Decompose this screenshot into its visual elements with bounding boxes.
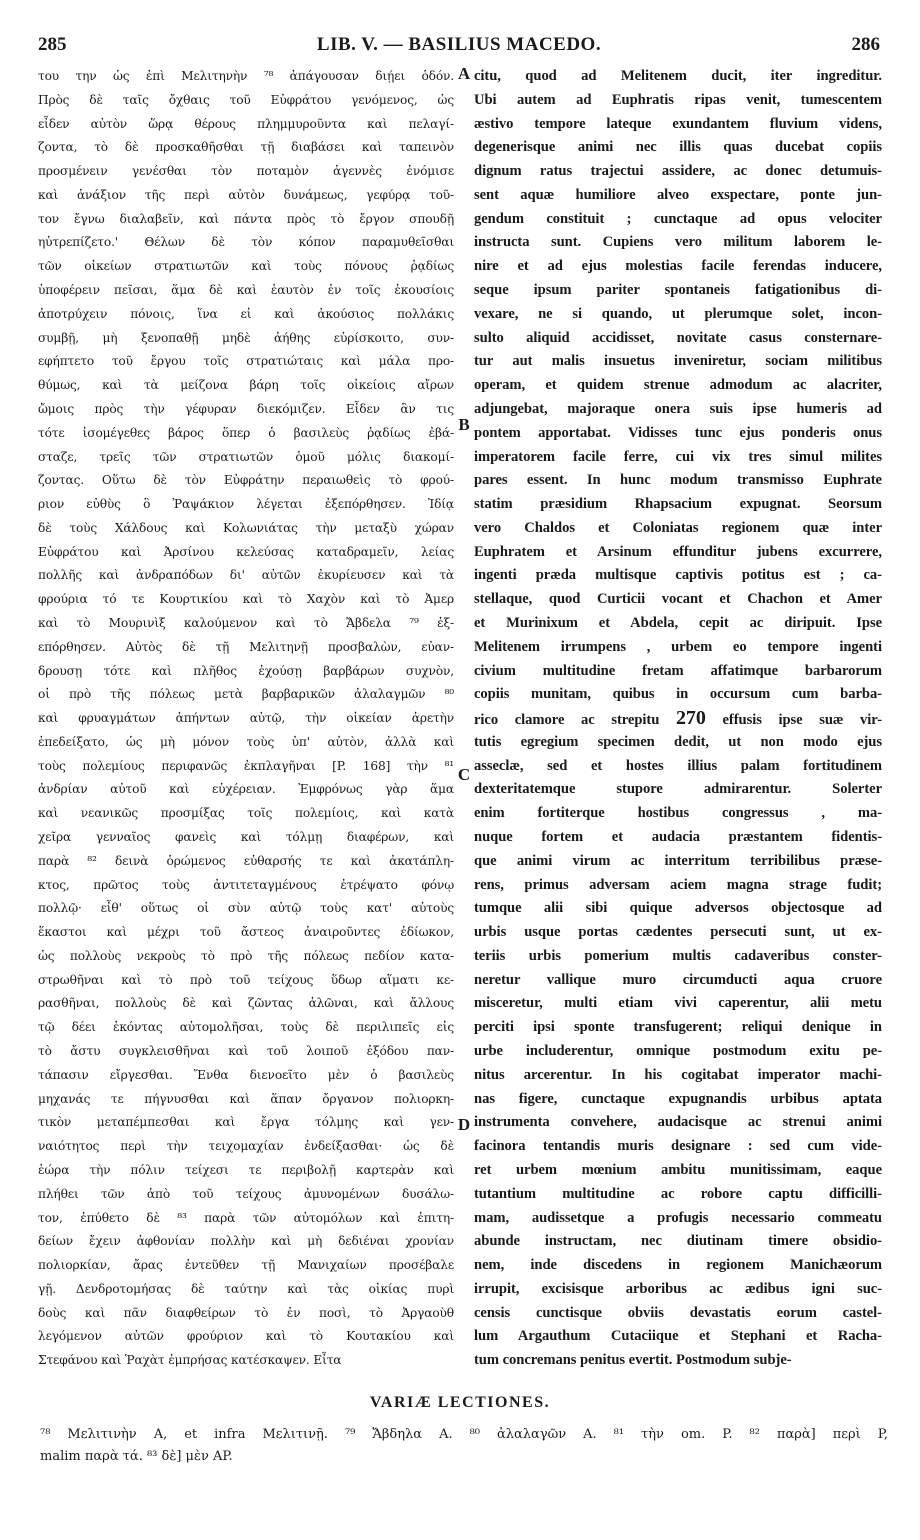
latin-translation-column (474, 66, 882, 1372)
greek-text-line: λεγόμενον αὐτῶν φρούριον καὶ τὸ Κουτακίου καὶ (38, 1329, 454, 1344)
greek-text-line: ηὐτρεπίζετο.' Θέλων δὲ τὸν κόπον παραμυθεῖσθαι (38, 235, 454, 250)
running-header (38, 34, 880, 60)
margin-letter-c: C (457, 765, 471, 784)
note-line: malim παρὰ τά. ⁸³ δὲ] μὲν AP. (40, 1449, 233, 1464)
greek-text-line: Εὐφράτου καὶ Ἀρσίνου κελεύσας καταδραμεῖν, λείας (38, 544, 454, 559)
latin-text-line: Ubi autem ad Euphratis ripas venit, tumescentem (474, 91, 882, 108)
greek-text-line: τότε ἰσομέγεθες βάρος ὅπερ ὁ βασιλεὺς ῥᾳδίως ἐβά- (38, 425, 454, 440)
greek-text-line: καὶ νεανικῶς προσμίξας τοῖς πολεμίοις, καὶ κατὰ (38, 806, 454, 821)
greek-text-line: πολλῷ· εἶθ' οὕτως οἱ σὺν αὐτῷ τοὺς κατ' αὐτοὺς (38, 901, 454, 916)
greek-text-line: ὡς πολλοὺς νεκροὺς τὸ πρὸ τῆς πόλεως πεδίον κατα- (38, 948, 454, 963)
greek-text-line: Στεφάνου καὶ Ῥαχὰτ ἐμπρήσας κατέσκαψεν. Εἶτα (38, 1353, 342, 1368)
greek-text-line: τικὸν μεταπέμπεσθαι καὶ ἔργα τόλμης καὶ γεν- (38, 1115, 454, 1130)
latin-text-line: copiis munitam, quibus in occursum cum barba- (474, 686, 882, 703)
marginal-page-number: 270 (675, 708, 706, 730)
greek-text-line: θύμως, καὶ τὰ μείζονα βάρη τοῖς οἰκείοις αἴρων (38, 378, 454, 393)
running-title: LIB. V. — BASILIUS MACEDO. (316, 34, 602, 55)
greek-text-line: πλήθει τῶν ἀπὸ τοῦ τείχους ἀμυνομένων δυσάλω- (38, 1186, 454, 1201)
latin-text-line: misceretur, multi etiam vivi caperentur, alii metu (474, 995, 882, 1012)
greek-text-line: συμβῇ, μὴ ξενοπαθῇ μηδὲ ἀήθης εὑρίσκοιτο, συν- (38, 330, 454, 345)
latin-text-line: Melitenem irrumpens , urbem eo tempore ingenti (474, 638, 882, 655)
latin-text-line: que animi virum ac interritum terribilibus præse- (474, 852, 882, 869)
greek-text-line: πολλῆς καὶ ἀνδραπόδων δι' αὐτῶν ἐκυρίευσεν καὶ τὰ (38, 568, 454, 583)
latin-text-line: tumque alii sibi quique adversos objectosque ad (474, 900, 882, 917)
greek-text-line: τῷ δέει ἑκόντας αὐτομολῆσαι, τοὺς δὲ περιλιπεῖς εἰς (38, 1020, 454, 1035)
greek-text-line: καὶ ἀνάξιον τῆς περὶ αὐτὸν δυνάμεως, γεφύρᾳ τοῦ- (38, 187, 454, 202)
latin-text-line: adjungebat, majoraque onera suis ipse humeris ad (474, 400, 882, 417)
latin-text-line: seque ipsum pariter spontaneis fatigationibus di- (474, 282, 882, 299)
latin-text-line: nas figere, cunctaque expugnandis urbibus aptata (474, 1090, 882, 1107)
greek-text-line: ἐπεδείξατο, ὡς μὴ μόνον τοὺς ὑπ' αὐτὸν, ἀλλὰ καὶ (38, 734, 454, 749)
greek-text-line: μηχανάς τε πήγνυσθαι καὶ ἅπαν ὄργανον πολιορκη- (38, 1091, 454, 1106)
greek-text-line: οἱ πρὸ τῆς πόλεως μετὰ βαρβαρικῶν ἀλαλαγμῶν ⁸⁰ (38, 687, 454, 702)
latin-text-line: rens, primus adversam aciem magna strage fudit; (474, 876, 882, 893)
greek-text-line: επόρθησεν. Αὐτὸς δὲ τῇ Μελιτηνῇ προσβαλὼν, εὐαν- (38, 639, 454, 654)
greek-text-line: ἀποτρύχειν πόνοις, ἵνα εἰ καὶ ἀκούσιος πολλάκις (38, 306, 454, 321)
greek-text-line: χεῖρα γενναῖος φανεὶς καὶ τόλμῃ διαφέρων, καὶ (38, 830, 454, 844)
greek-text-line: Πρὸς δὲ ταῖς ὄχθαις τοῦ Εὐφράτου γενόμενος, ὡς (38, 92, 454, 107)
variae-lectiones-heading: VARIÆ LECTIONES. (369, 1394, 551, 1411)
latin-text-line: nuque fortem et audacia præstantem fidentis- (474, 829, 882, 845)
greek-text-line: καὶ τὸ Μουρινὶξ καλούμενον καὶ τὸ Ἄβδελα ⁷⁹ ἐξ- (38, 615, 454, 630)
latin-text-line: neretur vallique muro circumducti aqua cruore (474, 971, 882, 988)
greek-text-line: ναιότητος περὶ τὴν τειχομαχίαν ἐνδείξασθαι· ὡς δὲ (38, 1139, 454, 1154)
greek-text-line: ἕκαστοι καὶ μέχρι τοῦ ἄστεος ἀναιροῦντες ἐδίωκον, (38, 925, 454, 940)
latin-text-line: pares essent. In hunc modum transmisso Euphrate (474, 472, 882, 489)
latin-text-line: dignum ratus trajectui assidere, ac donec detumuis- (474, 163, 882, 180)
latin-text-line: urbis usque portas cædentes persecuti sunt, ut ex- (474, 924, 882, 941)
greek-text-line: φρούρια τό τε Κουρτικίου καὶ τὸ Χαχὸν καὶ τὸ Ἀμερ (38, 592, 454, 607)
latin-text-line: tutis egregium specimen dedit, ut non modo ejus (474, 733, 882, 750)
latin-text-line: vero Chaldos et Coloniatas regionem quæ inter (474, 519, 882, 536)
latin-text-line-segment: effusis ipse suæ vir- (705, 712, 882, 729)
greek-text-line: του την ὡς ἐπὶ Μελιτηνὴν ⁷⁸ ἀπάγουσαν διῄει ὁδόν. (38, 69, 454, 83)
margin-letter-d: D (457, 1115, 471, 1134)
latin-text-line: facinora tentandis muris designare : sed cum vide- (474, 1138, 882, 1155)
latin-text-line: lum Argauthum Cutaciique et Stephani et Racha- (474, 1328, 882, 1345)
greek-text-line: παρὰ ⁸² δεινὰ ὁρώμενος εὐθαρσής τε καὶ ἀκατάπλη- (38, 853, 454, 868)
latin-text-line: pontem apportabat. Vidisses tunc ejus ponderis onus (474, 424, 882, 441)
margin-letter-a: A (457, 64, 471, 83)
greek-text-line: ὑποφέρειν πεῖσαι, ἅμα δὲ καὶ ἑαυτὸν ἐν τοῖς ἑκουσίοις (38, 283, 454, 298)
page-number-right: 286 (851, 34, 880, 55)
latin-text-line: urbe includerentur, omnique postmodum exitu pe- (474, 1043, 882, 1060)
latin-text-line: vexare, ne si quando, ut plerumque solet, incon- (474, 305, 882, 322)
latin-text-line: tum concremans penitus evertit. Postmodum subje- (474, 1352, 792, 1369)
note-line: ⁷⁸ Μελιτινὴν A, et infra Μελιτινῇ. ⁷⁹ Ἄβδηλα A. ⁸⁰ ἀλαλαγῶν A. ⁸¹ τὴν om. P. ⁸² παρὰ] περὶ P, (40, 1427, 888, 1442)
greek-text-line: ἀνδρίαν αὐτοῦ καὶ εὐχέρειαν. Ἐμφρόνως γὰρ ἅμα (38, 782, 454, 797)
latin-text-line: tur aut malis insuetus inveniretur, sociam militibus (474, 353, 882, 370)
latin-text-line-segment: rico clamore ac strepitu (474, 712, 676, 729)
latin-text-line: æstivo tempore lateque exundantem fluvium videns, (474, 115, 882, 132)
latin-text-line: nem, inde discedens in regionem Manichæorum (474, 1257, 882, 1274)
latin-text-line: et Murinixum et Abdela, cepit ac diripuit. Ipse (474, 614, 882, 631)
latin-text-line: censis cunctisque obviis devastatis eorum castel- (474, 1304, 882, 1321)
latin-text-line: teriis urbis pomerium multis cadaveribus conster- (474, 947, 882, 964)
greek-text-line: ἑώρα τὴν πόλιν τείχεσι τε περιβολῇ καρτερὰν καὶ (38, 1162, 454, 1177)
greek-text-line: ὤμοις πρὸς τὴν γέφυραν διεκόμιζεν. Εἶδεν ἂν τις (38, 401, 454, 416)
greek-text-line: γῇ. Δενδροτομήσας δὲ ταύτην καὶ τὰς οἰκίας πυρὶ (38, 1281, 454, 1296)
greek-text-line: στρωθῆναι καὶ τὸ πρὸ τοῦ τείχους ὕδωρ αἵματι κε- (38, 972, 454, 987)
latin-text-line: enim fortiterque hostibus congressus , ma- (474, 805, 882, 822)
page-number-left: 285 (38, 34, 67, 55)
latin-text-line: tutantium multitudine ac robore captu difficilli- (474, 1185, 882, 1202)
latin-text-line: abunde instructam, nec diutinam timere obsidio- (474, 1233, 882, 1250)
latin-text-line: sulto aliquid accidisset, novitate casus consternare- (474, 329, 882, 346)
greek-text-line: εἶδεν αὐτὸν ὥρᾳ θέρους πλημμυροῦντα καὶ πελαγί- (38, 116, 454, 131)
latin-text-line (474, 708, 882, 729)
latin-text-line: ingenti præda multisque captivis potitus est ; ca- (474, 567, 882, 584)
greek-text-line: τοὺς πολεμίους περιφανῶς ἐκπλαγῆναι [P. 168] τὴν ⁸¹ (38, 758, 454, 773)
latin-text-line: civium multitudine fretam affatimque barbarorum (474, 662, 882, 679)
greek-text-line: καὶ φρυαγμάτων ἀπήντων αὐτῷ, τὴν οἰκείαν ἀρετὴν (38, 711, 454, 726)
latin-text-line: instructa sunt. Cupiens vero militum laborem le- (474, 234, 882, 251)
latin-text-line: statim præsidium Rhapsacium expugnat. Seorsum (474, 496, 882, 513)
latin-text-line: gendum constituit ; cunctaque ad opus velociter (474, 210, 882, 227)
greek-text-line: δὲ τοὺς Χάλδους καὶ Κολωνιάτας τὴν μεταξὺ χώραν (38, 520, 454, 535)
variant-readings-notes (40, 1424, 888, 1468)
margin-letter-b: B (458, 415, 470, 434)
greek-text-line: δρουσῃ τότε καὶ πλῆθος ἐχούσῃ βαρβάρων συχνὸν, (38, 663, 454, 678)
greek-text-line: ζοντα, τὸ δὲ προσκαθῆσθαι τῇ διαβάσει καὶ ταπεινὸν (38, 140, 454, 155)
greek-text-line: τῶν οἰκείων στρατιωτῶν καὶ τοὺς πόνους ῥᾳδίως (38, 259, 454, 274)
greek-text-line: δείων ἔχειν ἀφθονίαν πολλὴν καὶ μὴ δεδιέναι χρονίαν (38, 1234, 454, 1249)
greek-text-column (38, 66, 454, 1372)
latin-text-line: ret urbem mœnium ambitu munitissimam, eaque (474, 1161, 882, 1178)
latin-text-line: Euphratem et Arsinum effunditur jubens excurrere, (474, 543, 882, 560)
greek-text-line: τον ἔγνω διαλαβεῖν, καὶ πάντα πρὸς τὸ ἔργον σπουδῇ (38, 211, 454, 226)
latin-text-line: asseclæ, sed et hostes illius palam fortitudinem (474, 757, 882, 774)
latin-text-line: instrumenta convehere, audacisque ac strenui animi (474, 1114, 882, 1131)
latin-text-line: imperatorem facile ferre, cui vix tres simul milites (474, 448, 882, 465)
latin-text-line: mam, audissetque a profugis necessario commeatu (474, 1209, 882, 1226)
greek-text-line: πολιορκίαν, ἄρας ἐντεῦθεν τῇ Μανιχαίων προσέβαλε (38, 1258, 454, 1273)
latin-text-line: nire et ad ejus molestias facile ferendas inducere, (474, 258, 882, 275)
greek-text-line: ζοντας. Οὕτω δὲ τὸν Εὐφράτην περαιωθεὶς τὸ φρού- (38, 473, 454, 488)
greek-text-line: ρασθῆναι, πολλοὺς δὲ καὶ ζῶντας ἁλῶναι, καὶ ἄλλους (38, 996, 454, 1011)
latin-text-line: operam, et quidem strenue admodum ac alacriter, (474, 377, 882, 394)
greek-text-line: δοὺς καὶ πᾶν διαφθείρων τὸ ἐν ποσὶ, τὸ Ἀργαοὺθ (38, 1305, 454, 1320)
greek-text-line: τάπασιν εἴργεσθαι. Ἔνθα διενοεῖτο μὲν ὁ βασιλεὺς (38, 1067, 454, 1082)
latin-text-line: nitus arcerentur. In his cogitabat imperator machi- (474, 1066, 882, 1083)
latin-text-line: perciti ipsi sponte transfugerent; reliqui denique in (474, 1019, 882, 1036)
greek-text-line: σταζε, τρεῖς τῶν στρατιωτῶν ὁμοῦ μόλις διακομί- (38, 449, 454, 464)
greek-text-line: ριον εὐθὺς ὃ Ῥαψάκιον λέγεται ἐξεπόρθησεν. Ἰδίᾳ (38, 497, 454, 512)
greek-text-line: προσμένειν γενέσθαι τὸν ποταμὸν ἀγεννὲς ἐνόμισε (38, 164, 454, 179)
latin-text-line: irrupit, excisisque arboribus ac ædibus igni suc- (474, 1280, 882, 1297)
greek-text-line: τὸ ἄστυ συγκλεισθῆναι καὶ τοῦ λοιποῦ ἐξόδου παν- (38, 1044, 454, 1059)
latin-text-line: dexteritatemque stupore admirarentur. Solerter (474, 781, 882, 798)
latin-text-line: degenerisque animi nec illis quas ducebat copiis (474, 139, 882, 156)
latin-text-line: citu, quod ad Melitenem ducit, iter ingreditur. (474, 68, 882, 84)
greek-text-line: τον, ἐπύθετο δὲ ⁸³ παρὰ τῶν αὐτομόλων καὶ ἐπιτη- (38, 1210, 454, 1225)
latin-text-line: sent aquæ humiliore alveo exspectare, ponte jun- (474, 186, 882, 203)
latin-text-line: stellaque, quod Curticii vocant et Chachon et Amer (474, 591, 882, 608)
greek-text-line: κτος, πρῶτος τοὺς ἀντιτεταγμένους ἐτρέψατο φόνῳ (38, 877, 454, 892)
greek-text-line: εφήπτετο τοῦ ἔργου τοῖς στρατιώταις καὶ μάλα προ- (38, 354, 454, 369)
